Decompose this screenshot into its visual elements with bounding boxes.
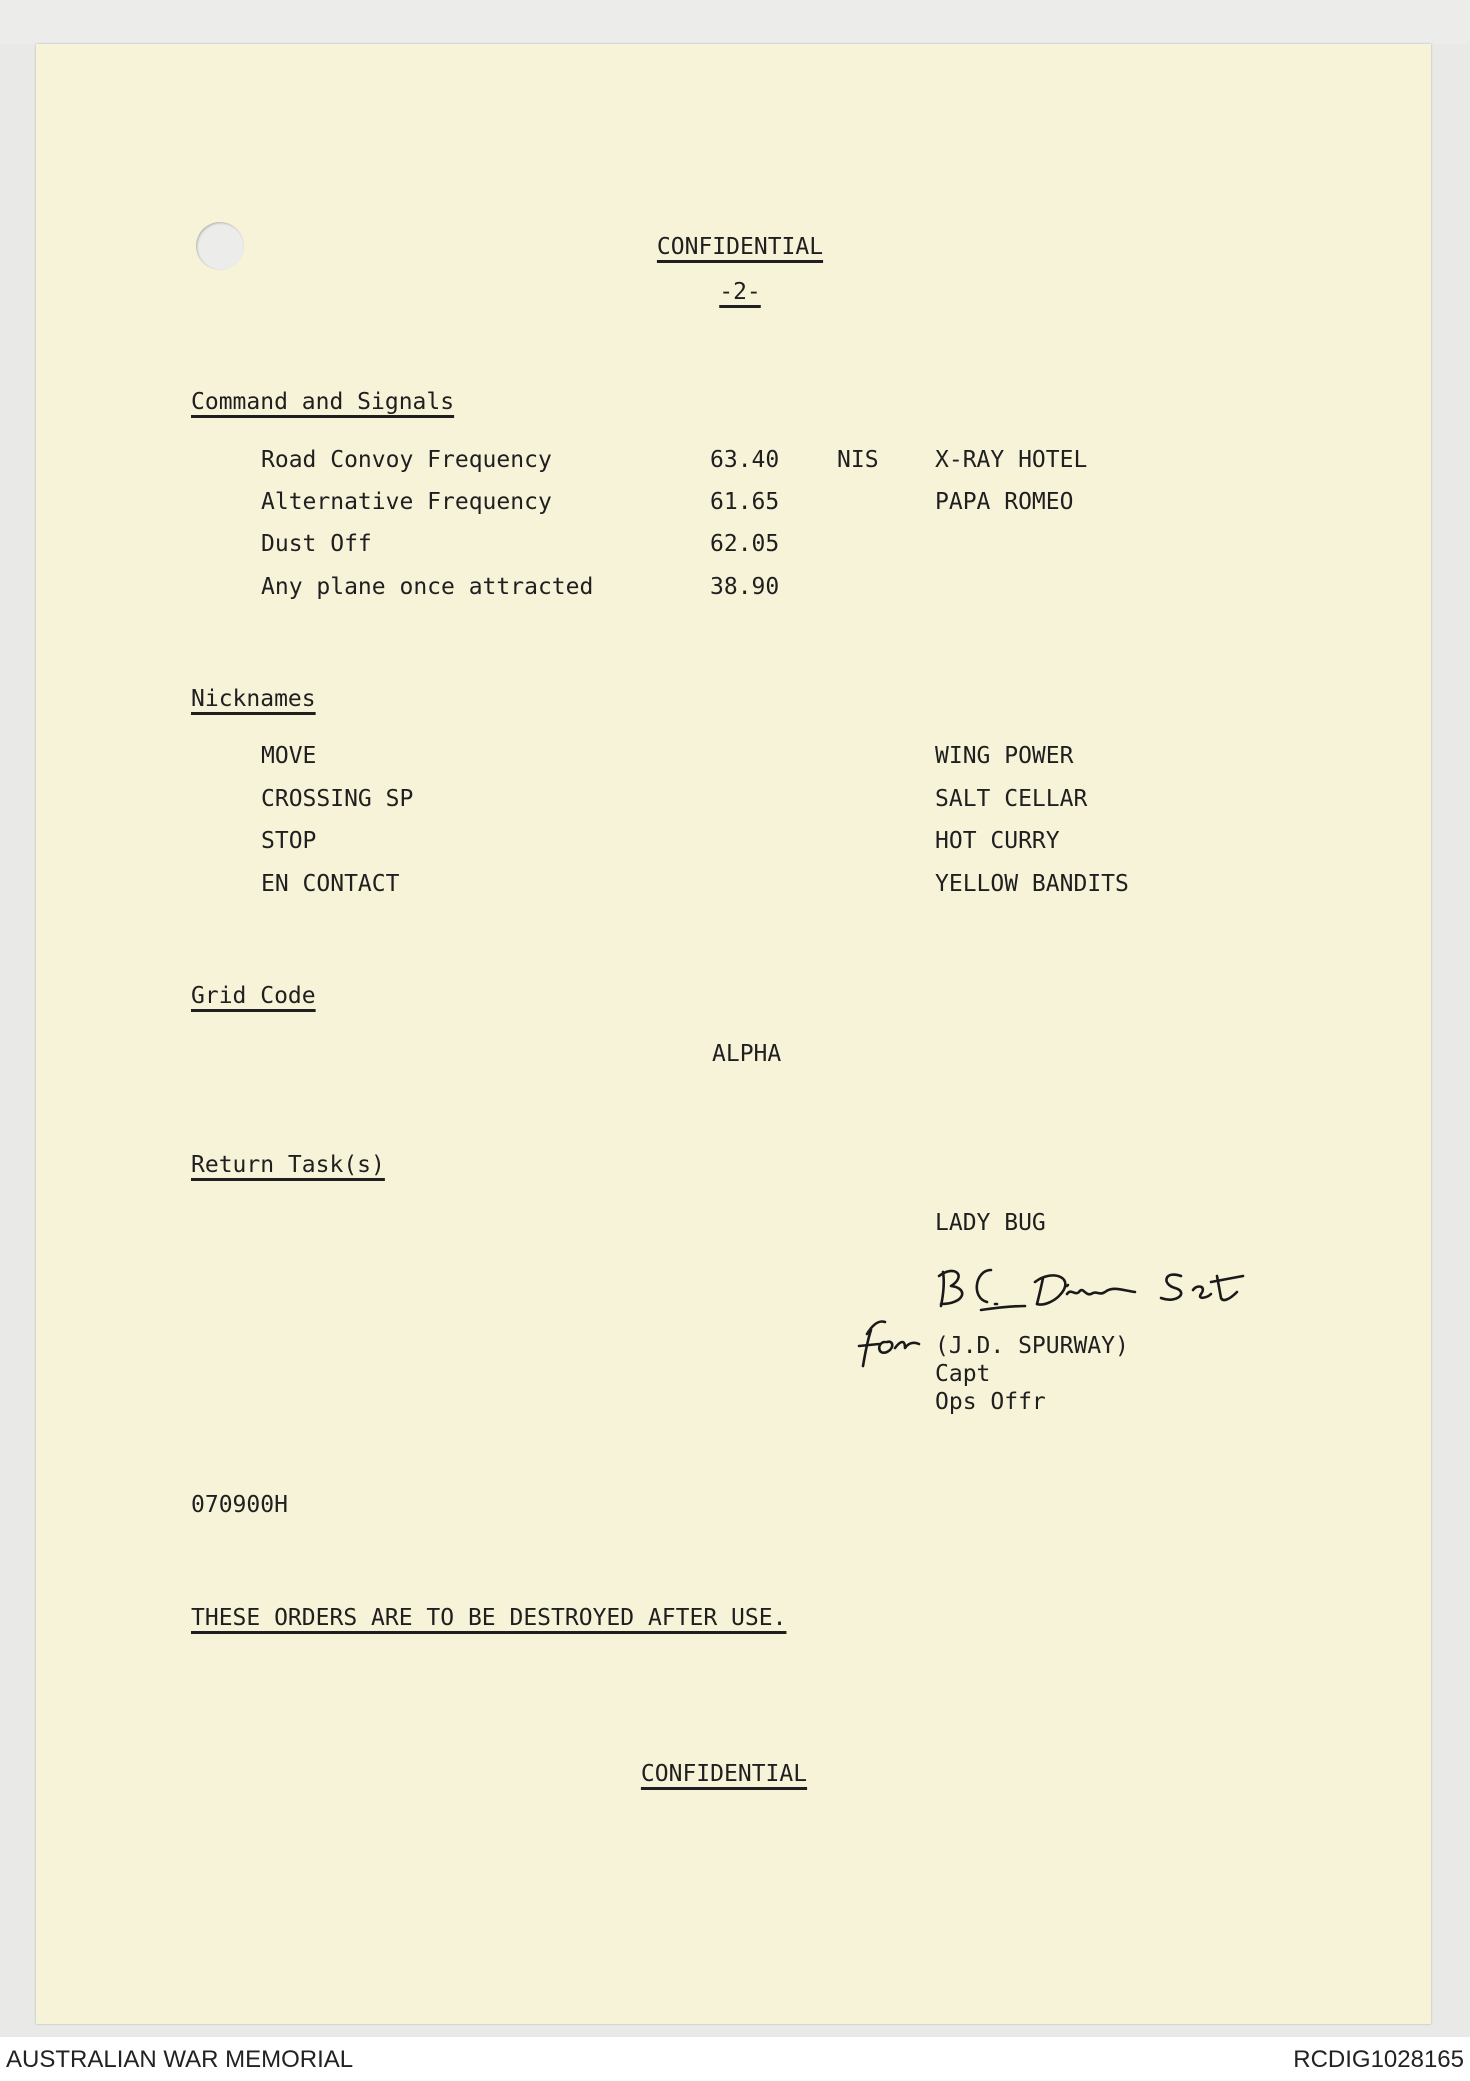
section-heading-grid-code: Grid Code: [191, 983, 316, 1009]
nickname-term: MOVE: [261, 743, 317, 769]
signal-frequency: 38.90: [710, 574, 780, 600]
signal-callsign: X-RAY HOTEL: [935, 447, 1088, 473]
section-heading-nicknames: Nicknames: [191, 686, 316, 712]
nickname-value: WING POWER: [935, 743, 1074, 769]
nickname-value: HOT CURRY: [935, 828, 1060, 854]
signatory-rank: Capt: [935, 1361, 991, 1387]
signatory-appointment: Ops Offr: [935, 1389, 1046, 1415]
paper-sheet: [36, 44, 1431, 2024]
punch-hole: [196, 222, 244, 270]
destroy-notice: THESE ORDERS ARE TO BE DESTROYED AFTER USE.: [191, 1605, 787, 1631]
signal-label: Any plane once attracted: [261, 574, 594, 600]
nickname-value: YELLOW BANDITS: [935, 871, 1129, 897]
signal-label: Road Convoy Frequency: [261, 447, 552, 473]
date-time-group: 070900H: [191, 1492, 288, 1518]
nickname-term: STOP: [261, 828, 317, 854]
signatory-name: (J.D. SPURWAY): [935, 1333, 1129, 1359]
section-heading-command-signals: Command and Signals: [191, 389, 455, 415]
signal-frequency: 61.65: [710, 489, 780, 515]
signal-callsign: PAPA ROMEO: [935, 489, 1074, 515]
signal-label: Dust Off: [261, 531, 372, 557]
signal-frequency: 62.05: [710, 531, 780, 557]
return-task-value: LADY BUG: [935, 1210, 1046, 1236]
nickname-term: EN CONTACT: [261, 871, 400, 897]
signal-label: Alternative Frequency: [261, 489, 552, 515]
nickname-term: CROSSING SP: [261, 786, 414, 812]
signal-frequency: 63.40: [710, 447, 780, 473]
classification-header: CONFIDENTIAL: [656, 234, 824, 260]
section-heading-return-tasks: Return Task(s): [191, 1152, 385, 1178]
page-number: -2-: [719, 279, 761, 305]
nickname-value: SALT CELLAR: [935, 786, 1088, 812]
classification-footer: CONFIDENTIAL: [640, 1761, 808, 1787]
scan-background: [0, 0, 1470, 44]
archive-institution: AUSTRALIAN WAR MEMORIAL: [6, 2046, 354, 2073]
signal-code: NIS: [837, 447, 879, 473]
archive-reference: RCDIG1028165: [1293, 2046, 1464, 2073]
grid-code-value: ALPHA: [712, 1041, 782, 1067]
